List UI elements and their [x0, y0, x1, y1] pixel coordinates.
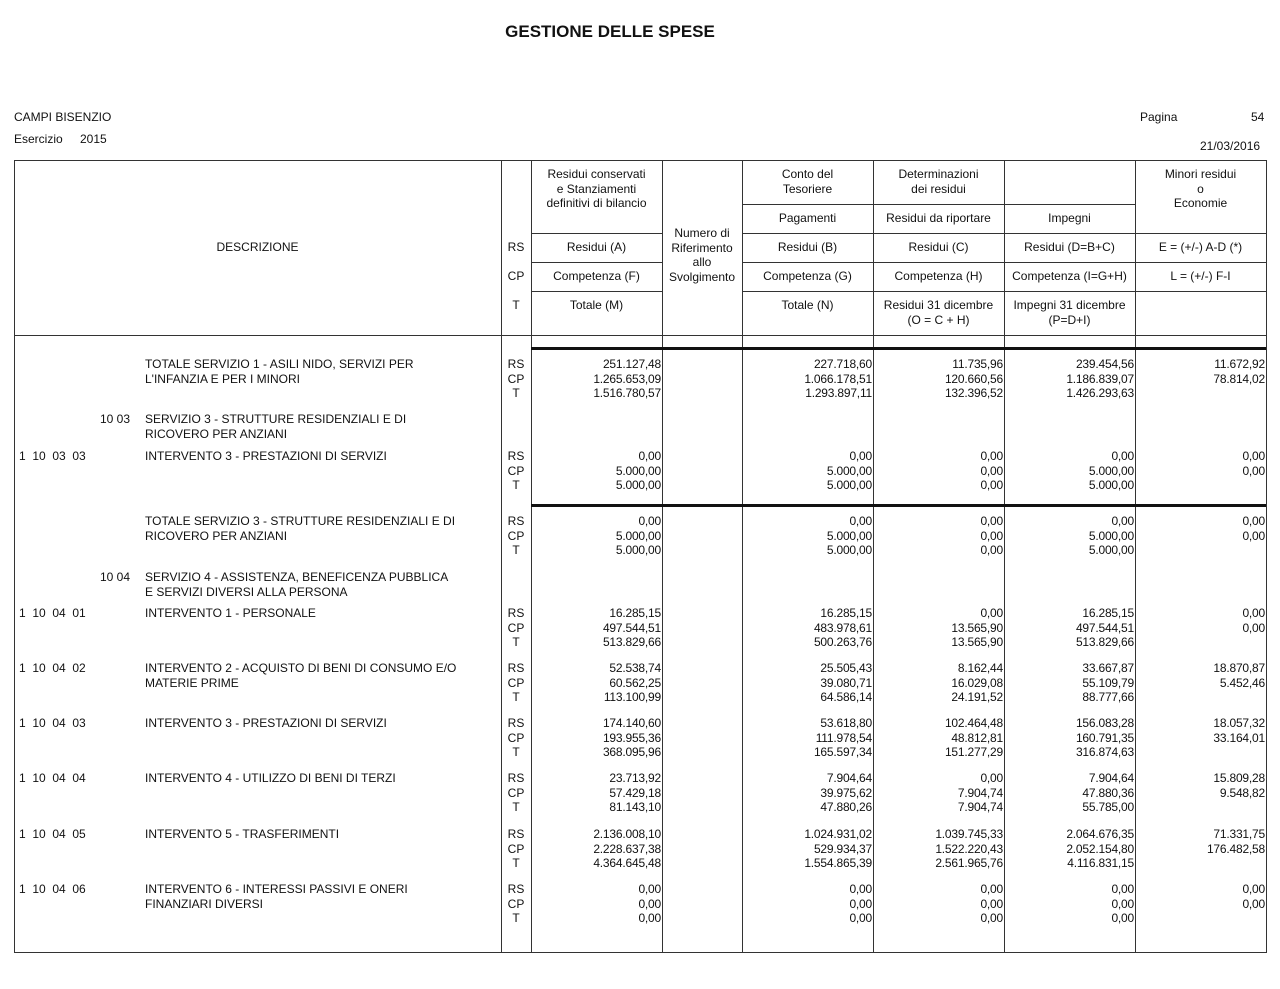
value-cell: 57.429,18 [609, 785, 661, 800]
row-type-label: RS [507, 514, 525, 528]
header-b-cp: Competenza (G) [763, 269, 852, 283]
header-t: T [512, 298, 520, 312]
header-a-cp: Competenza (F) [553, 269, 640, 283]
value-cell: 0,00 [1242, 606, 1265, 620]
value-cell: 500.263,76 [813, 635, 872, 650]
value-cell: 497.544,51 [1075, 620, 1134, 635]
value-cell: 0,00 [980, 911, 1003, 926]
header-col-c: Determinazioni dei residui [898, 167, 979, 196]
header-rs: RS [507, 240, 525, 254]
value-cell: 0,00 [638, 896, 661, 911]
report-title: GESTIONE DELLE SPESE [505, 22, 715, 41]
row-code: 1 10 04 05 [19, 827, 86, 841]
value-cell: 9.548,82 [1219, 785, 1265, 800]
value-cell: 55.109,79 [1082, 675, 1134, 690]
value-cell: 5.000,00 [615, 478, 661, 493]
value-cell: 5.000,00 [1088, 543, 1134, 558]
value-cell: 1.039.745,33 [935, 827, 1003, 841]
report-date: 21/03/2016 [1200, 139, 1261, 153]
row-description: INTERVENTO 4 - UTILIZZO DI BENI DI TERZI [145, 771, 396, 785]
value-cell: 33.164,01 [1213, 730, 1265, 745]
value-cell: 0,00 [1111, 882, 1134, 896]
header-cp: CP [507, 269, 525, 283]
header-col-a: Residui conservati e Stanziamenti definitivi di bilancio [546, 167, 647, 210]
value-cell: 0,00 [980, 463, 1003, 478]
value-cell: 5.000,00 [826, 463, 872, 478]
value-cell: 0,00 [1242, 528, 1265, 543]
row-type-label: T [512, 543, 520, 558]
row-type-label: RS [507, 357, 525, 371]
row-type-label: T [512, 856, 520, 871]
header-a-rs: Residui (A) [566, 240, 627, 254]
value-cell: 52.538,74 [609, 661, 661, 675]
row-type-label: CP [507, 463, 525, 478]
value-cell: 0,00 [980, 543, 1003, 558]
value-cell: 23.713,92 [609, 771, 661, 785]
value-cell: 5.000,00 [615, 528, 661, 543]
value-cell: 0,00 [638, 882, 661, 896]
row-description: INTERVENTO 6 - INTERESSI PASSIVI E ONERI FINANZIARI DIVERSI [145, 882, 408, 911]
row-type-label: T [512, 800, 520, 815]
value-cell: 18.870,87 [1213, 661, 1265, 675]
row-type-label: RS [507, 449, 525, 463]
row-description: INTERVENTO 3 - PRESTAZIONI DI SERVIZI [145, 449, 387, 463]
row-code: 1 10 03 03 [19, 449, 86, 463]
row-type-label: CP [507, 528, 525, 543]
value-cell: 2.228.637,38 [593, 841, 661, 856]
row-code: 10 03 [100, 412, 131, 426]
value-cell: 7.904,74 [957, 785, 1003, 800]
value-cell: 1.522.220,43 [935, 841, 1003, 856]
header-e-rs: E = (+/-) A-D (*) [1158, 240, 1243, 254]
value-cell: 2.561.965,76 [935, 856, 1003, 871]
header-d-sub: Impegni [1048, 211, 1091, 225]
value-cell: 0,00 [1111, 911, 1134, 926]
value-cell: 25.505,43 [820, 661, 872, 675]
value-cell: 239.454,56 [1075, 357, 1134, 371]
value-cell: 0,00 [980, 528, 1003, 543]
value-cell: 0,00 [1111, 514, 1134, 528]
row-type-label: RS [507, 771, 525, 785]
row-code: 1 10 04 01 [19, 606, 86, 620]
value-cell: 13.565,90 [951, 620, 1003, 635]
value-cell: 0,00 [849, 911, 872, 926]
value-cell: 7.904,64 [1088, 771, 1134, 785]
row-code: 10 04 [100, 570, 131, 584]
value-cell: 47.880,26 [820, 800, 872, 815]
row-description: TOTALE SERVIZIO 1 - ASILI NIDO, SERVIZI PER L'INFANZIA E PER I MINORI [145, 357, 414, 386]
row-type-label: RS [507, 606, 525, 620]
row-type-label: RS [507, 882, 525, 896]
row-type-label: T [512, 911, 520, 926]
value-cell: 0,00 [980, 896, 1003, 911]
value-cell: 7.904,74 [957, 800, 1003, 815]
value-cell: 1.024.931,02 [804, 827, 872, 841]
value-cell: 1.516.780,57 [593, 386, 661, 401]
value-cell: 39.080,71 [820, 675, 872, 690]
value-cell: 513.829,66 [1075, 635, 1134, 650]
value-cell: 47.880,36 [1082, 785, 1134, 800]
value-cell: 5.000,00 [615, 543, 661, 558]
value-cell: 18.057,32 [1213, 716, 1265, 730]
value-cell: 64.586,14 [820, 690, 872, 705]
row-description: INTERVENTO 1 - PERSONALE [145, 606, 316, 620]
header-d-cp: Competenza (I=G+H) [1012, 269, 1127, 283]
value-cell: 2.136.008,10 [593, 827, 661, 841]
page-number: 54 [1251, 110, 1265, 124]
service-heading: SERVIZIO 4 - ASSISTENZA, BENEFICENZA PUBBLICA E SERVIZI DIVERSI ALLA PERSONA [145, 570, 449, 599]
value-cell: 1.186.839,07 [1066, 371, 1134, 386]
esercizio-label: Esercizio [14, 132, 63, 146]
row-description: INTERVENTO 5 - TRASFERIMENTI [145, 827, 340, 841]
value-cell: 8.162,44 [957, 661, 1003, 675]
value-cell: 39.975,62 [820, 785, 872, 800]
value-cell: 53.618,80 [820, 716, 872, 730]
value-cell: 33.667,87 [1082, 661, 1134, 675]
row-type-label: CP [507, 841, 525, 856]
header-d-rs: Residui (D=B+C) [1024, 240, 1115, 254]
value-cell: 5.452,46 [1219, 675, 1265, 690]
value-cell: 0,00 [1242, 896, 1265, 911]
header-col-b: Conto del Tesoriere [781, 167, 834, 196]
value-cell: 0,00 [980, 514, 1003, 528]
row-description: INTERVENTO 3 - PRESTAZIONI DI SERVIZI [145, 716, 387, 730]
value-cell: 5.000,00 [1088, 463, 1134, 478]
value-cell: 4.116.831,15 [1067, 856, 1134, 871]
value-cell: 160.791,35 [1075, 730, 1134, 745]
value-cell: 71.331,75 [1213, 827, 1265, 841]
value-cell: 0,00 [849, 882, 872, 896]
value-cell: 483.978,61 [813, 620, 872, 635]
value-cell: 0,00 [849, 896, 872, 911]
value-cell: 0,00 [980, 771, 1003, 785]
header-c-rs: Residui (C) [908, 240, 969, 254]
value-cell: 316.874,63 [1075, 745, 1134, 760]
header-b-sub: Pagamenti [778, 211, 837, 225]
value-cell: 227.718,60 [813, 357, 872, 371]
value-cell: 16.285,15 [1082, 606, 1134, 620]
value-cell: 193.955,36 [602, 730, 661, 745]
value-cell: 151.277,29 [944, 745, 1003, 760]
value-cell: 5.000,00 [1088, 478, 1134, 493]
esercizio-year: 2015 [80, 132, 107, 146]
service-heading: SERVIZIO 3 - STRUTTURE RESIDENZIALI E DI RICOVERO PER ANZIANI [145, 412, 407, 441]
row-type-label: T [512, 690, 520, 705]
value-cell: 13.565,90 [951, 635, 1003, 650]
header-c-cp: Competenza (H) [894, 269, 983, 283]
value-cell: 60.562,25 [609, 675, 661, 690]
header-e-cp: L = (+/-) F-I [1170, 269, 1231, 283]
row-type-label: T [512, 478, 520, 493]
row-type-label: RS [507, 661, 525, 675]
header-b-t: Totale (N) [781, 298, 834, 312]
value-cell: 102.464,48 [944, 716, 1003, 730]
value-cell: 11.735,96 [952, 357, 1003, 371]
value-cell: 368.095,96 [602, 745, 661, 760]
value-cell: 174.140,60 [602, 716, 661, 730]
header-b-rs: Residui (B) [777, 240, 838, 254]
value-cell: 513.829,66 [602, 635, 661, 650]
value-cell: 11.672,92 [1214, 357, 1265, 371]
header-ref: Numero di Riferimento allo Svolgimento [668, 226, 736, 284]
value-cell: 88.777,66 [1082, 690, 1134, 705]
row-type-label: RS [507, 827, 525, 841]
row-description: INTERVENTO 2 - ACQUISTO DI BENI DI CONSUMO E/O MATERIE PRIME [145, 661, 457, 690]
value-cell: 156.083,28 [1075, 716, 1134, 730]
value-cell: 0,00 [1111, 896, 1134, 911]
row-type-label: CP [507, 675, 525, 690]
header-descrizione: DESCRIZIONE [216, 240, 299, 254]
value-cell: 7.904,64 [826, 771, 872, 785]
value-cell: 2.064.676,35 [1066, 827, 1134, 841]
value-cell: 0,00 [849, 449, 872, 463]
row-code: 1 10 04 03 [19, 716, 86, 730]
value-cell: 176.482,58 [1206, 841, 1265, 856]
header-d-t: Impegni 31 dicembre (P=D+I) [1013, 298, 1126, 327]
page-label: Pagina [1140, 110, 1178, 124]
value-cell: 0,00 [980, 882, 1003, 896]
value-cell: 16.029,08 [951, 675, 1003, 690]
row-code: 1 10 04 02 [19, 661, 86, 675]
row-code: 1 10 04 04 [19, 771, 86, 785]
value-cell: 16.285,15 [609, 606, 661, 620]
row-description: TOTALE SERVIZIO 3 - STRUTTURE RESIDENZIALI E DI RICOVERO PER ANZIANI [145, 514, 456, 543]
value-cell: 5.000,00 [1088, 528, 1134, 543]
row-type-label: CP [507, 730, 525, 745]
value-cell: 1.265.653,09 [593, 371, 661, 386]
row-type-label: T [512, 635, 520, 650]
header-a-t: Totale (M) [569, 298, 624, 312]
value-cell: 1.293.897,11 [805, 386, 872, 401]
value-cell: 4.364.645,48 [593, 856, 661, 871]
value-cell: 0,00 [638, 514, 661, 528]
value-cell: 5.000,00 [826, 543, 872, 558]
header-c-t: Residui 31 dicembre (O = C + H) [883, 298, 994, 327]
value-cell: 0,00 [1242, 449, 1265, 463]
value-cell: 497.544,51 [602, 620, 661, 635]
value-cell: 0,00 [1242, 620, 1265, 635]
value-cell: 0,00 [1242, 882, 1265, 896]
value-cell: 251.127,48 [602, 357, 661, 371]
row-type-label: CP [507, 896, 525, 911]
value-cell: 0,00 [980, 478, 1003, 493]
value-cell: 120.660,56 [944, 371, 1003, 386]
value-cell: 1.066.178,51 [804, 371, 872, 386]
value-cell: 1.554.865,39 [804, 856, 872, 871]
value-cell: 165.597,34 [813, 745, 872, 760]
value-cell: 2.052.154,80 [1066, 841, 1134, 856]
value-cell: 1.426.293,63 [1066, 386, 1134, 401]
row-type-label: T [512, 745, 520, 760]
value-cell: 0,00 [1242, 463, 1265, 478]
value-cell: 113.100,99 [603, 690, 661, 705]
value-cell: 24.191,52 [951, 690, 1003, 705]
value-cell: 15.809,28 [1213, 771, 1265, 785]
row-type-label: CP [507, 620, 525, 635]
value-cell: 111.978,54 [815, 730, 872, 745]
value-cell: 81.143,10 [609, 800, 661, 815]
row-type-label: T [512, 386, 520, 401]
value-cell: 5.000,00 [826, 478, 872, 493]
value-cell: 0,00 [849, 514, 872, 528]
header-col-e: Minori residui o Economie [1164, 167, 1237, 210]
value-cell: 0,00 [980, 606, 1003, 620]
value-cell: 0,00 [1111, 449, 1134, 463]
entity-name: CAMPI BISENZIO [14, 110, 112, 124]
value-cell: 0,00 [638, 449, 661, 463]
value-cell: 78.814,02 [1213, 371, 1265, 386]
header-c-sub: Residui da riportare [886, 211, 991, 225]
row-code: 1 10 04 06 [19, 882, 86, 896]
row-type-label: CP [507, 371, 525, 386]
value-cell: 55.785,00 [1082, 800, 1134, 815]
value-cell: 48.812,81 [951, 730, 1003, 745]
row-type-label: CP [507, 785, 525, 800]
value-cell: 132.396,52 [944, 386, 1003, 401]
value-cell: 529.934,37 [813, 841, 872, 856]
value-cell: 0,00 [638, 911, 661, 926]
value-cell: 0,00 [1242, 514, 1265, 528]
value-cell: 5.000,00 [826, 528, 872, 543]
value-cell: 0,00 [980, 449, 1003, 463]
row-type-label: RS [507, 716, 525, 730]
value-cell: 16.285,15 [820, 606, 872, 620]
value-cell: 5.000,00 [615, 463, 661, 478]
